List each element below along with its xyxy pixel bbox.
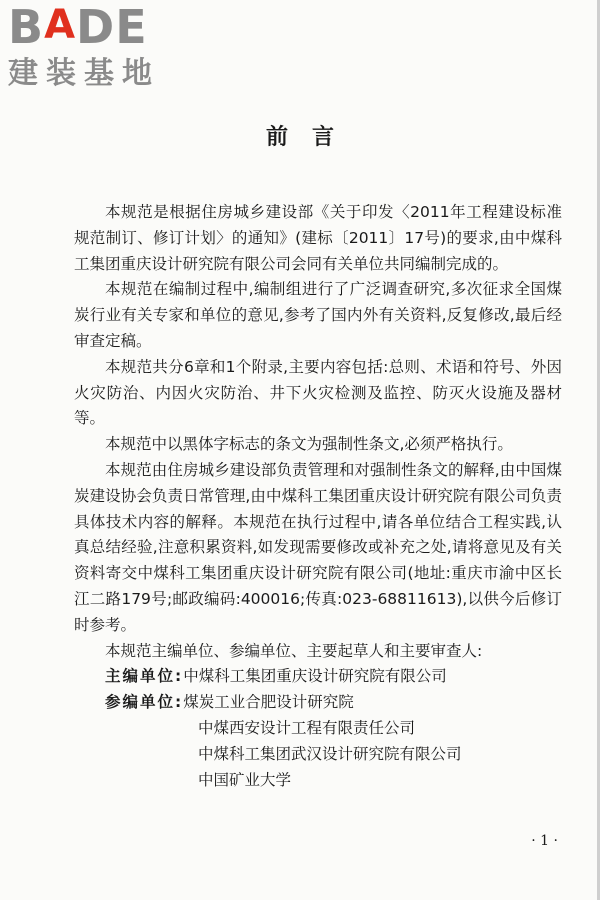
- logo-wordmark: [8, 2, 178, 52]
- chief-unit-value: 中煤科工集团重庆设计研究院有限公司: [183, 667, 447, 686]
- chief-unit-row: [74, 664, 562, 690]
- logo-letters-suffix: DE: [76, 0, 148, 54]
- document-body: [74, 200, 562, 793]
- logo-letters-prefix: B: [8, 0, 45, 54]
- page-number: · 1 ·: [531, 833, 558, 849]
- paragraph-basis: 本规范是根据住房城乡建设部《关于印发〈2011年工程建设标准规范制订、修订计划〉的通知》(建标〔2011〕17号)的要求,由中煤科工集团重庆设计研究院有限公司会同有关单位共同编制完成的。: [74, 203, 562, 273]
- paragraph-contents: 本规范共分6章和1个附录,主要内容包括:总则、术语和符号、外因火灾防治、内因火灾防治、井下火灾检测及监控、防灭火设施及器材等。: [74, 357, 562, 428]
- participating-unit-item: 中国矿业大学: [198, 770, 292, 789]
- logo-accent-letter: A: [44, 2, 77, 48]
- logo-subtitle: 建装基地: [8, 56, 160, 91]
- chief-unit-label: 主编单位:: [105, 667, 184, 686]
- paragraph-units-intro: 本规范主编单位、参编单位、主要起草人和主要审查人:: [105, 641, 483, 660]
- page-title: 前言: [265, 125, 358, 150]
- brand-logo: [8, 2, 178, 92]
- participating-unit-list: [74, 716, 562, 793]
- paragraph-process: 本规范在编制过程中,编制组进行了广泛调查研究,多次征求全国煤炭行业有关专家和单位的意见,参考了国内外有关资料,反复修改,最后经审查定稿。: [74, 280, 562, 350]
- paragraph-management: 本规范由住房城乡建设部负责管理和对强制性条文的解释,由中国煤炭建设协会负责日常管理,由中煤科工集团重庆设计研究院有限公司负责具体技术内容的解释。本规范在执行过程中,请各单位结合工程实践,认真总结经验,注意积累资料,如发现需要修改或补充之处,请将意见及有关资料寄交中煤科工集团重庆设计研究院有限公司(地址:重庆市渝中区长江二路179号;邮政编码:400016;传真:023-68811613),以供今后修订时参考。: [74, 460, 562, 634]
- participating-unit-item: 中煤科工集团武汉设计研究院有限公司: [198, 744, 462, 763]
- participating-unit-label: 参编单位:: [105, 693, 184, 712]
- participating-unit-item: 中煤西安设计工程有限责任公司: [198, 718, 416, 737]
- paragraph-mandatory: 本规范中以黑体字标志的条文为强制性条文,必须严格执行。: [105, 435, 513, 454]
- participating-unit-first: 煤炭工业合肥设计研究院: [183, 693, 354, 712]
- participating-unit-row: [74, 690, 562, 716]
